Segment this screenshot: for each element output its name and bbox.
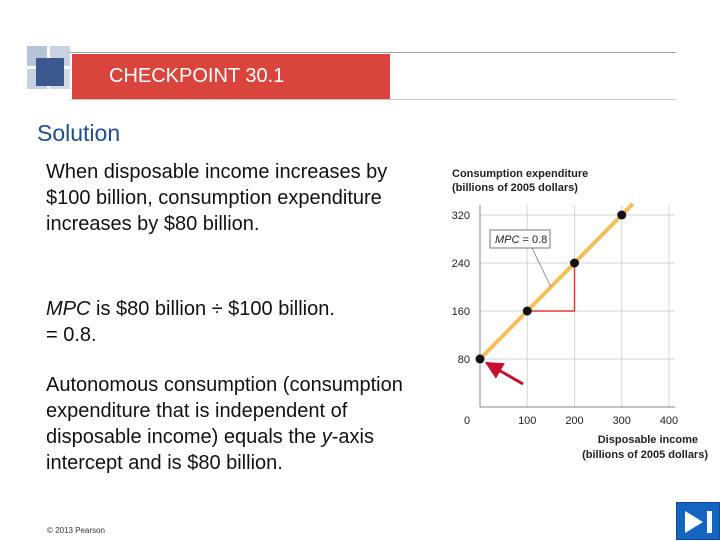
autonomous-text-b: -axis intercept and is $80 billion.	[46, 426, 374, 474]
mpc-calculation: is $80 billion ÷ $100 billion.	[90, 298, 335, 320]
x-axis-title-line2: (billions of 2005 dollars)	[582, 449, 708, 461]
slide-title-bar	[72, 54, 390, 99]
x-tick-label: 300	[612, 415, 631, 427]
explanation-paragraph-1: When disposable income increases by $100 billion, consumption expenditure increases by $80 billion.	[46, 161, 388, 235]
y-tick-label: 240	[451, 258, 470, 270]
annotations	[490, 230, 551, 384]
copyright-notice: © 2013 Pearson	[47, 526, 105, 535]
consumption-function-line	[480, 205, 632, 359]
consumption-function-chart	[440, 160, 716, 470]
skip-to-end-icon	[677, 503, 720, 541]
mpc-annotation-leader	[532, 248, 551, 287]
tick-labels	[452, 210, 679, 427]
title-divider-top	[70, 52, 676, 53]
title-divider-bottom	[70, 99, 676, 100]
x-tick-label: 100	[518, 415, 537, 427]
y-term: y	[321, 426, 332, 448]
mpc-annotation-label	[495, 234, 547, 246]
autonomous-text-a: Autonomous consumption (consumption expenditure that is independent of disposable income) equals the	[46, 374, 403, 448]
data-point	[617, 211, 626, 220]
title-decoration-square	[36, 58, 64, 86]
origin-label: 0	[463, 415, 471, 427]
mpc-result: = 0.8.	[46, 324, 97, 346]
data-point	[476, 355, 485, 364]
end-bar-shape	[707, 511, 712, 533]
data-point	[570, 259, 579, 268]
y-tick-label: 320	[451, 210, 470, 222]
mpc-term: MPC	[46, 298, 91, 320]
x-tick-label: 200	[565, 415, 584, 427]
explanation-paragraph-2	[46, 296, 436, 348]
explanation-paragraph-3	[46, 372, 436, 476]
x-axis-title-line1: Disposable income	[597, 434, 698, 446]
y-axis-title-line1: Consumption expenditure	[452, 168, 589, 180]
intercept-arrow	[490, 365, 523, 384]
data-lines	[480, 205, 632, 359]
y-tick-label: 80	[457, 354, 470, 366]
play-triangle-shape	[685, 511, 703, 533]
mpc-annotation-term: MPC	[495, 234, 520, 246]
data-point	[523, 307, 532, 316]
y-tick-label: 160	[451, 306, 470, 318]
slide-title: CHECKPOINT 30.1	[109, 65, 285, 87]
x-tick-label: 400	[659, 415, 679, 427]
mpc-annotation-value: = 0.8	[519, 234, 548, 246]
y-axis-title-line2: (billions of 2005 dollars)	[452, 182, 578, 194]
skip-to-end-button[interactable]	[676, 502, 720, 540]
section-heading: Solution	[37, 120, 121, 146]
